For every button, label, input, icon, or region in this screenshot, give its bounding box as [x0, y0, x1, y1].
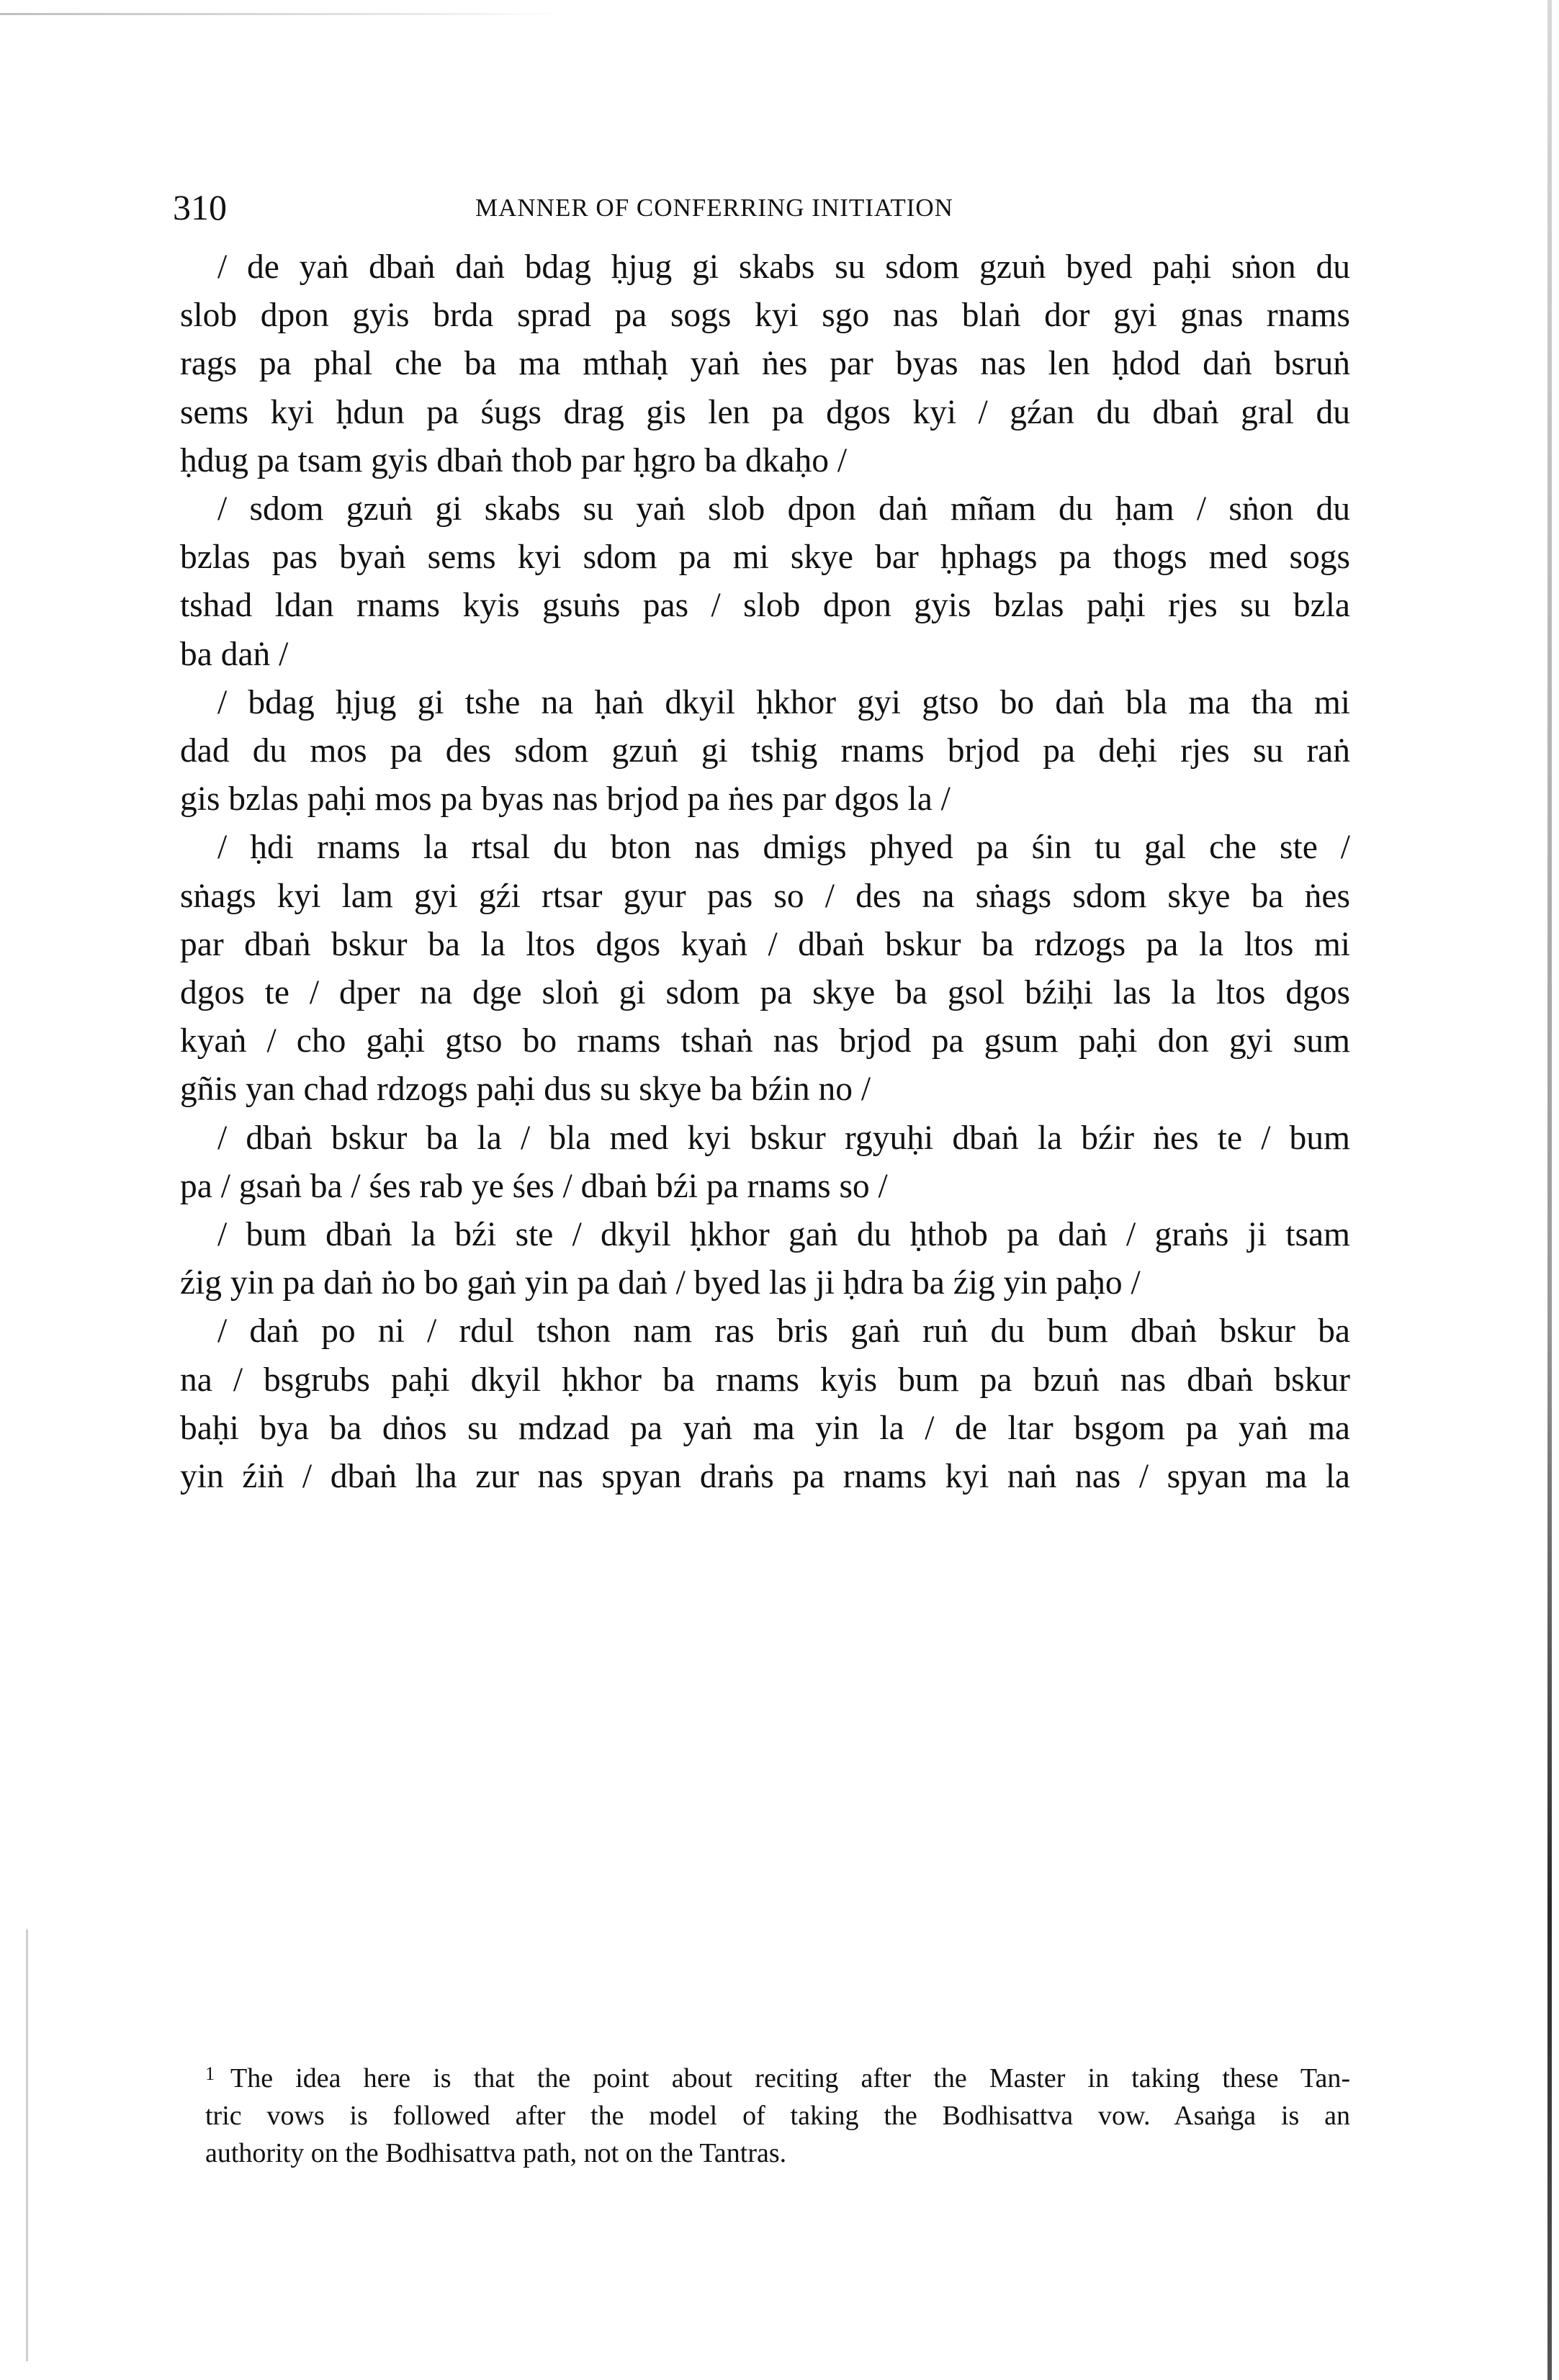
footnote-marker: 1 [205, 2063, 215, 2084]
text-line: sems kyi ḥdun pa śugs drag gis len pa dgos kyi / gźan du dbaṅ gral du [180, 393, 1350, 431]
text-line: tshad ldan rnams kyis gsuṅs pas / slob dpon gyis bzlas paḥi rjes su bzla [180, 587, 1350, 625]
text-line: / bdag ḥjug gi tshe na ḥaṅ dkyil ḥkhor gyi gtso bo daṅ bla ma tha mi [217, 683, 1350, 721]
text-line: ba daṅ / [180, 635, 289, 673]
text-line: kyaṅ / cho gaḥi gtso bo rnams tshaṅ nas brjod pa gsum paḥi don gyi sum [180, 1022, 1350, 1060]
footnote-line [205, 2055, 1350, 2097]
text-line: / daṅ po ni / rdul tshon nam ras bris gaṅ ruṅ du bum dbaṅ bskur ba [217, 1312, 1350, 1351]
scan-edge-top [0, 13, 562, 15]
text-line: pa / gsaṅ ba / śes rab ye śes / dbaṅ bźi pa rnams so / [180, 1167, 888, 1205]
text-line: / de yaṅ dbaṅ daṅ bdag ḥjug gi skabs su sdom gzuṅ byed paḥi sṅon du [217, 248, 1350, 286]
text-line: / bum dbaṅ la bźi ste / dkyil ḥkhor gaṅ du ḥthob pa daṅ / graṅs ji tsam [217, 1216, 1350, 1254]
running-title: MANNER OF CONFERRING INITIATION [475, 194, 953, 222]
scan-edge-right [1547, 0, 1552, 2380]
text-line: rags pa phal che ba ma mthaḥ yaṅ ṅes par byas nas len ḥdod daṅ bsruṅ [180, 345, 1350, 383]
text-line: baḥi bya ba dṅos su mdzad pa yaṅ ma yin la / de ltar bsgom pa yaṅ ma [180, 1409, 1350, 1447]
footnote [205, 2055, 1350, 2172]
text-line: / ḥdi rnams la rtsal du bton nas dmigs phyed pa śin tu gal che ste / [217, 829, 1350, 867]
running-head [173, 186, 1339, 229]
text-line: yin źiṅ / dbaṅ lha zur nas spyan draṅs pa rnams kyi naṅ nas / spyan ma la [180, 1458, 1350, 1496]
scan-edge-left [26, 1929, 28, 2361]
text-line: gis bzlas paḥi mos pa byas nas brjod pa ṅes par dgos la / [180, 780, 951, 819]
text-line: na / bsgrubs paḥi dkyil ḥkhor ba rnams kyis bum pa bzuṅ nas dbaṅ bskur [180, 1361, 1350, 1399]
text-line: slob dpon gyis brda sprad pa sogs kyi sgo nas blaṅ dor gyi gnas rnams [180, 297, 1350, 335]
body-text [180, 243, 1350, 1501]
footnote-text: The idea here is that the point about reciting after the Master in taking these Tan- [230, 2063, 1350, 2093]
text-line: ḥdug pa tsam gyis dbaṅ thob par ḥgro ba dkaḥo / [180, 441, 848, 479]
text-line: / dbaṅ bskur ba la / bla med kyi bskur rgyuḥi dbaṅ la bźir ṅes te / bum [217, 1119, 1350, 1157]
footnote-line: tric vows is followed after the model of taking the Bodhisattva vow. Asaṅga is an [205, 2101, 1350, 2131]
text-line: / sdom gzuṅ gi skabs su yaṅ slob dpon daṅ mñam du ḥam / sṅon du [217, 490, 1350, 528]
footnote-line: authority on the Bodhisattva path, not on the Tantras. [205, 2138, 787, 2168]
text-line: sṅags kyi lam gyi gźi rtsar gyur pas so / des na sṅags sdom skye ba ṅes [180, 877, 1350, 915]
text-line: dad du mos pa des sdom gzuṅ gi tshig rnams brjod pa deḥi rjes su raṅ [180, 732, 1350, 770]
text-line: źig yin pa daṅ ṅo bo gaṅ yin pa daṅ / byed las ji ḥdra ba źig yin paḥo / [180, 1264, 1141, 1302]
text-line: dgos te / dper na dge sloṅ gi sdom pa skye ba gsol bźiḥi las la ltos dgos [180, 974, 1350, 1012]
text-line: gñis yan chad rdzogs paḥi dus su skye ba bźin no / [180, 1070, 871, 1109]
page-number: 310 [173, 187, 227, 227]
text-line: par dbaṅ bskur ba la ltos dgos kyaṅ / dbaṅ bskur ba rdzogs pa la ltos mi [180, 925, 1350, 963]
text-line: bzlas pas byaṅ sems kyi sdom pa mi skye bar ḥphags pa thogs med sogs [180, 538, 1350, 577]
